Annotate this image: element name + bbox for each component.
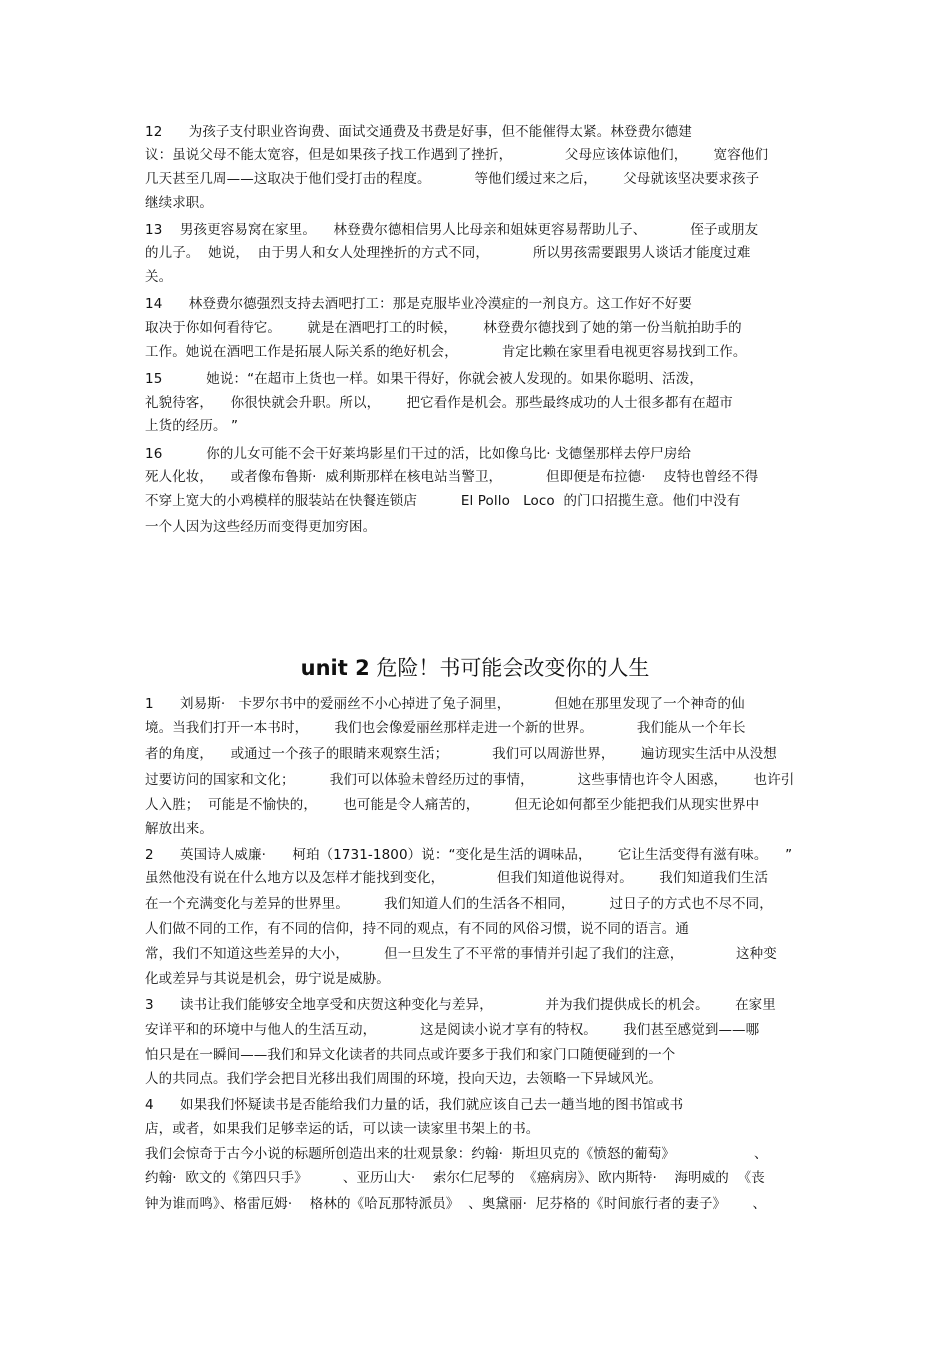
paragraph-line: 解放出来。 <box>145 821 213 837</box>
paragraph-line: 16 你的儿女可能不会干好莱坞影星们干过的活，比如像乌比· 戈德堡那样去停尸房给 <box>145 446 692 462</box>
paragraph-line: 我们会惊奇于古今小说的标题所创造出来的壮观景象：约翰· 斯坦贝克的《愤怒的葡萄》 、 <box>145 1146 768 1162</box>
paragraph-line: 人的共同点。我们学会把目光移出我们周围的环境，投向天边，去领略一下异域风光。 <box>145 1071 662 1087</box>
paragraph-line: 的儿子。 她说， 由于男人和女人处理挫折的方式不同， 所以男孩需要跟男人谈话才能度过难 <box>145 245 751 261</box>
paragraph-line: 议：虽说父母不能太宽容，但是如果孩子找工作遇到了挫折， 父母应该体谅他们， 宽容他们 <box>145 147 769 163</box>
paragraph-line: 12 为孩子支付职业咨询费、面试交通费及书费是好事，但不能催得太紧。林登费尔德建 <box>145 124 692 140</box>
paragraph-line: 安详平和的环境中与他人的生活互动， 这是阅读小说才享有的特权。 我们甚至感觉到——哪 <box>145 1022 760 1038</box>
paragraph-line: 钟为谁而鸣》、格雷厄姆· 格林的《哈瓦那特派员》 、奥黛丽· 尼芬格的《时间旅行者的妻子》 、 <box>145 1196 767 1212</box>
paragraph-line: 2 英国诗人威廉· 柯珀（1731-1800）说：“变化是生活的调味品， 它让生活变得有滋有味。 ” <box>145 847 793 863</box>
paragraph-line: 关。 <box>145 269 173 285</box>
paragraph-line: 13 男孩更容易窝在家里。 林登费尔德相信男人比母亲和姐妹更容易帮助儿子、 侄子或朋友 <box>145 222 759 238</box>
paragraph-line: 3 读书让我们能够安全地享受和庆贺这种变化与差异， 并为我们提供成长的机会。 在家里 <box>145 997 776 1013</box>
paragraph-line: 虽然他没有说在什么地方以及怎样才能找到变化， 但我们知道他说得对。 我们知道我们生活 <box>145 870 769 886</box>
paragraph-line: 取决于你如何看待它。 就是在酒吧打工的时候， 林登费尔德找到了她的第一份当航拍助手的 <box>145 320 742 336</box>
paragraph-line: 15 她说：“在超市上货也一样。如果干得好，你就会被人发现的。如果你聪明、活泼， <box>145 371 703 387</box>
paragraph-line: 约翰· 欧文的《第四只手》 、亚历山大· 索尔仁尼琴的 《癌病房》、欧内斯特· 海明威的 《丧 <box>145 1170 765 1186</box>
paragraph-line: 礼貌待客， 你很快就会升职。所以， 把它看作是机会。那些最终成功的人士很多都有在超市 <box>145 395 733 411</box>
title-unit: unit 2 <box>300 656 370 680</box>
paragraph-line: 上货的经历。 ” <box>145 418 239 434</box>
paragraph-line: 继续求职。 <box>145 195 213 211</box>
paragraph-line: 死人化妆， 或者像布鲁斯· 威利斯那样在核电站当警卫， 但即便是布拉德· 皮特也曾经不得 <box>145 469 759 485</box>
paragraph-line: 过要访问的国家和文化； 我们可以体验未曾经历过的事情， 这些事情也许令人困惑， 也许引 <box>145 772 795 788</box>
paragraph-line: 店，或者，如果我们足够幸运的话，可以读一读家里书架上的书。 <box>145 1121 540 1137</box>
paragraph-line: 人入胜； 可能是不愉快的， 也可能是令人痛苦的， 但无论如何都至少能把我们从现实世界中 <box>145 797 760 813</box>
paragraph-line: 化或差异与其说是机会，毋宁说是威胁。 <box>145 971 390 987</box>
paragraph-line: 人们做不同的工作，有不同的信仰，持不同的观点，有不同的风俗习惯，说不同的语言。通 <box>145 921 689 937</box>
paragraph-line: 几天甚至几周——这取决于他们受打击的程度。 等他们缓过来之后， 父母就该坚决要求孩子 <box>145 171 760 187</box>
paragraph-line: 4 如果我们怀疑读书是否能给我们力量的话，我们就应该自己去一趟当地的图书馆或书 <box>145 1097 684 1113</box>
paragraph-line: 境。当我们打开一本书时， 我们也会像爱丽丝那样走进一个新的世界。 我们能从一个年长 <box>145 720 746 736</box>
paragraph-line: 1 刘易斯· 卡罗尔书中的爱丽丝不小心掉进了兔子洞里， 但她在那里发现了一个神奇的仙 <box>145 696 745 712</box>
paragraph-line: 怕只是在一瞬间——我们和异文化读者的共同点或许要多于我们和家门口随便碰到的一个 <box>145 1047 676 1063</box>
section-title <box>0 654 950 682</box>
paragraph-line: 工作。她说在酒吧工作是拓展人际关系的绝好机会， 肯定比赖在家里看电视更容易找到工作。 <box>145 344 747 360</box>
title-text: 危险！书可能会改变你的人生 <box>369 656 650 680</box>
paragraph-line: 者的角度， 或通过一个孩子的眼睛来观察生活； 我们可以周游世界， 遍访现实生活中从没想 <box>145 746 777 762</box>
paragraph-line: 14 林登费尔德强烈支持去酒吧打工：那是克服毕业冷漠症的一剂良方。这工作好不好要 <box>145 296 692 312</box>
paragraph-line: 在一个充满变化与差异的世界里。 我们知道人们的生活各不相同， 过日子的方式也不尽不同， <box>145 896 773 912</box>
paragraph-line: 常，我们不知道这些差异的大小， 但一旦发生了不平常的事情并引起了我们的注意， 这种变 <box>145 946 777 962</box>
paragraph-line: 一个人因为这些经历而变得更加穷困。 <box>145 519 377 535</box>
paragraph-line: 不穿上宽大的小鸡模样的服装站在快餐连锁店 El Pollo Loco 的门口招揽生意。他们中没有 <box>145 493 741 509</box>
